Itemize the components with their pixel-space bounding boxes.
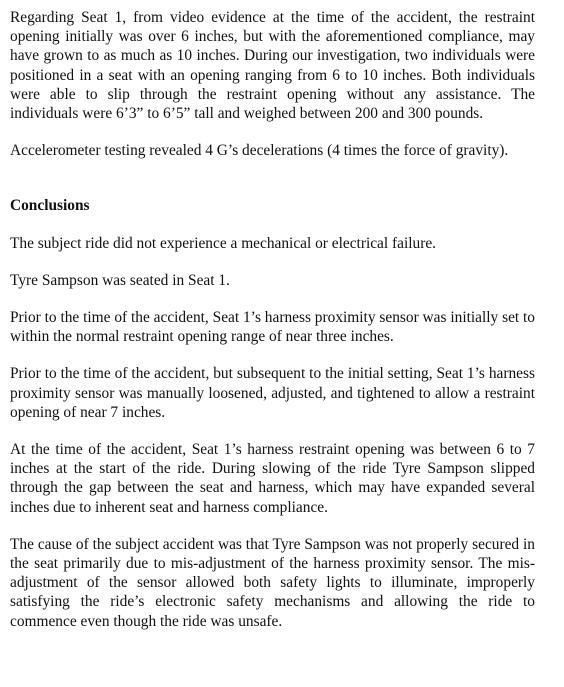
conclusion-sensor-adjustment: Prior to the time of the accident, but subsequent to the initial setting, Seat 1’s harness proximity sensor was manually loosened, adjusted, and tightened to allow a restraint opening of near 7 inches. [10, 365, 535, 421]
document-page [10, 8, 535, 631]
conclusion-cause: The cause of the subject accident was that Tyre Sampson was not properly secured in the seat primarily due to mis-adjustment of the harness proximity sensor. The mis-adjustment of the sensor allowed both safety lights to illuminate, improperly satisfying the ride’s electronic safety mechanisms and allowing the ride to commence even though the ride was unsafe. [10, 535, 535, 630]
conclusion-no-failure: The subject ride did not experience a mechanical or electrical failure. [10, 234, 437, 252]
conclusion-restraint-opening: At the time of the accident, Seat 1’s harness restraint opening was between 6 to 7 inches at the start of the ride. During slowing of the ride Tyre Sampson slipped through the gap between the seat and harness, which may have expanded several inches due to inherent seat and harness compliance. [10, 441, 535, 516]
paragraph-seat-1-evidence: Regarding Seat 1, from video evidence at the time of the accident, the restraint opening initially was over 6 inches, but with the aforementioned compliance, may have grown to as much as 10 inches. During our investigation, two individuals were positioned in a seat with an opening ranging from 6 to 10 inches. Both individuals were able to slip through the restraint opening without any assistance. The individuals were 6’3” to 6’5” tall and weighed between 200 and 300 pounds. [10, 9, 535, 123]
conclusions-heading: Conclusions [10, 197, 90, 215]
conclusion-seat-assignment: Tyre Sampson was seated in Seat 1. [10, 271, 230, 289]
conclusion-initial-sensor-setting: Prior to the time of the accident, Seat 1’s harness proximity sensor was initially set to within the normal restraint opening range of near three inches. [10, 309, 535, 346]
paragraph-accelerometer-testing: Accelerometer testing revealed 4 G’s decelerations (4 times the force of gravity). [10, 142, 509, 160]
